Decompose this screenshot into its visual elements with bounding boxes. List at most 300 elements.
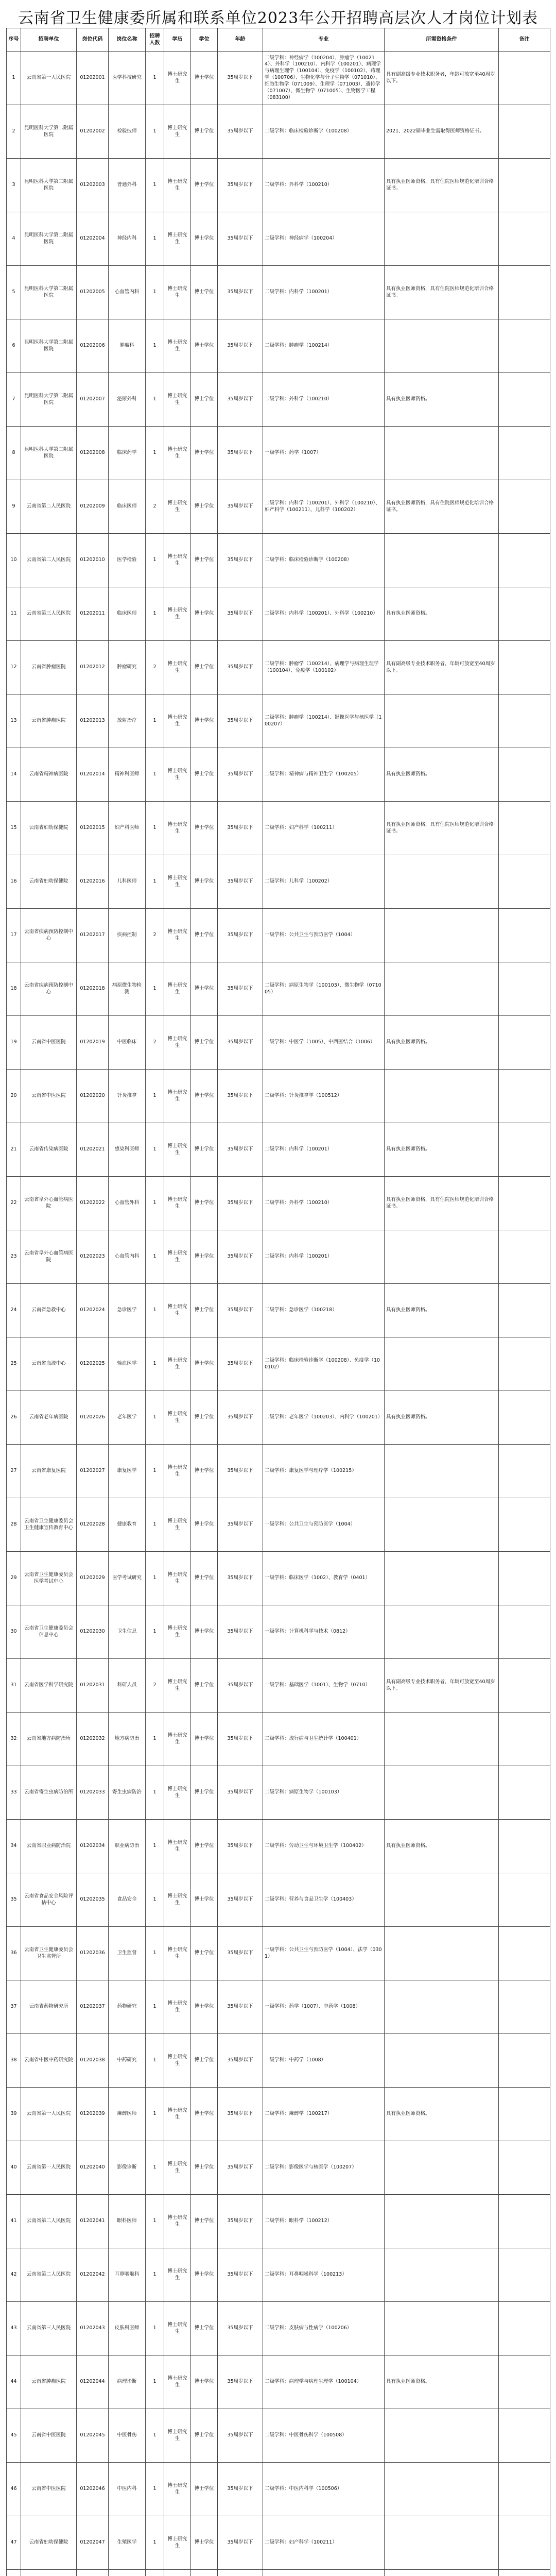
cell-major	[263, 2570, 385, 2576]
cell-age: 35周岁以下	[218, 105, 263, 159]
cell-age: 35周岁以下	[218, 2195, 263, 2248]
cell-requirements	[385, 1230, 499, 1284]
column-header: 招聘单位	[21, 28, 77, 52]
cell-seq: 25	[7, 1337, 21, 1391]
cell-post: 地方病防治	[109, 1713, 146, 1766]
cell-major: 二级学科：眼科学（100212）	[263, 2195, 385, 2248]
table-row	[7, 534, 550, 587]
cell-count: 1	[146, 105, 164, 159]
cell-seq: 27	[7, 1445, 21, 1498]
cell-major: 二级学科：劳动卫生与环境卫生学（100402）	[263, 1820, 385, 1873]
cell-note	[499, 480, 550, 534]
cell-degree: 博士学位	[191, 748, 218, 802]
cell-code: 01202014	[77, 748, 109, 802]
table-row	[7, 1391, 550, 1445]
table-row	[7, 641, 550, 694]
cell-unit: 云南省妇幼保健院	[21, 802, 77, 855]
cell-major: 二级学科：内科学（100201）	[263, 266, 385, 319]
cell-requirements: 具有执业医师资格，具有住院医师规范化培训合格证书。	[385, 802, 499, 855]
cell-degree: 博士学位	[191, 2141, 218, 2195]
cell-post: 肿瘤科	[109, 319, 146, 373]
cell-age: 35周岁以下	[218, 1659, 263, 1713]
cell-unit: 云南省妇幼保健院	[21, 855, 77, 909]
cell-degree: 博士学位	[191, 52, 218, 105]
cell-age: 35周岁以下	[218, 1873, 263, 1927]
cell-code: 01202020	[77, 1070, 109, 1123]
table-row	[7, 52, 550, 105]
cell-note	[499, 319, 550, 373]
table-row	[7, 1337, 550, 1391]
cell-age: 35周岁以下	[218, 266, 263, 319]
recruitment-plan-table	[6, 28, 550, 2576]
cell-requirements	[385, 2516, 499, 2570]
cell-major: 二级学科：外科学（100210）	[263, 159, 385, 212]
cell-unit: 云南省卫生健康委员会卫生健康宣传教育中心	[21, 1498, 77, 1552]
cell-age: 35周岁以下	[218, 1927, 263, 1980]
cell-note	[499, 2463, 550, 2516]
cell-requirements	[385, 909, 499, 962]
cell-code: 01202009	[77, 480, 109, 534]
cell-age: 35周岁以下	[218, 427, 263, 480]
table-row	[7, 1820, 550, 1873]
cell-requirements: 具有执业医师资格，具有住院医师规范化培训合格证书。	[385, 480, 499, 534]
cell-requirements: 具有副高级专业技术职务者，年龄可放宽至40周岁以下。	[385, 1659, 499, 1713]
cell-education: 博士研究生	[164, 2463, 191, 2516]
cell-code: 01202028	[77, 1498, 109, 1552]
cell-major: 一级学科：公共卫生与预防医学（1004）	[263, 909, 385, 962]
cell-seq: 5	[7, 266, 21, 319]
cell-degree: 博士学位	[191, 2248, 218, 2302]
cell-code: 01202013	[77, 694, 109, 748]
cell-count: 1	[146, 1927, 164, 1980]
cell-note	[499, 2088, 550, 2141]
cell-post: 妇产科医师	[109, 802, 146, 855]
cell-requirements: 2021、2022届毕业生需取得医师资格证书。	[385, 105, 499, 159]
cell-note	[499, 266, 550, 319]
cell-unit: 云南省第二人民医院	[21, 2248, 77, 2302]
cell-education: 博士研究生	[164, 1713, 191, 1766]
cell-education: 博士研究生	[164, 2034, 191, 2088]
cell-note	[499, 159, 550, 212]
cell-age: 35周岁以下	[218, 641, 263, 694]
cell-note	[499, 1230, 550, 1284]
cell-education: 博士研究生	[164, 1337, 191, 1391]
cell-major: 二级学科：精神病与精神卫生学（100205）	[263, 748, 385, 802]
table-row	[7, 2248, 550, 2302]
column-header: 序号	[7, 28, 21, 52]
cell-age: 35周岁以下	[218, 1391, 263, 1445]
cell-age: 35周岁以下	[218, 2409, 263, 2463]
cell-age: 35周岁以下	[218, 802, 263, 855]
cell-count: 1	[146, 373, 164, 427]
cell-note	[499, 2034, 550, 2088]
cell-major: 二级学科：神经病学（100204）	[263, 212, 385, 266]
cell-code: 01202019	[77, 1016, 109, 1070]
cell-count: 1	[146, 694, 164, 748]
cell-unit: 云南省第三人民医院	[21, 2302, 77, 2355]
table-row	[7, 909, 550, 962]
cell-degree: 博士学位	[191, 909, 218, 962]
cell-requirements	[385, 962, 499, 1016]
cell-degree	[191, 2570, 218, 2576]
cell-unit: 云南省康复医院	[21, 1445, 77, 1498]
cell-note	[499, 1605, 550, 1659]
cell-requirements	[385, 855, 499, 909]
cell-note	[499, 1498, 550, 1552]
cell-age: 35周岁以下	[218, 2141, 263, 2195]
cell-note	[499, 105, 550, 159]
table-row	[7, 1016, 550, 1070]
cell-major: 二级学科：康复医学与理疗学（100215）	[263, 1445, 385, 1498]
table-row	[7, 1605, 550, 1659]
cell-major: 二级学科：急诊医学（100218）	[263, 1284, 385, 1337]
column-header: 岗位名称	[109, 28, 146, 52]
cell-code: 01202040	[77, 2141, 109, 2195]
cell-degree: 博士学位	[191, 1230, 218, 1284]
table-body	[7, 52, 550, 2576]
cell-code: 01202032	[77, 1713, 109, 1766]
table-row	[7, 105, 550, 159]
cell-note	[499, 748, 550, 802]
table-row	[7, 748, 550, 802]
cell-code: 01202022	[77, 1177, 109, 1230]
cell-age: 35周岁以下	[218, 2034, 263, 2088]
cell-count: 1	[146, 2302, 164, 2355]
cell-note	[499, 212, 550, 266]
cell-unit: 云南省卫生健康委员会卫生监督所	[21, 1927, 77, 1980]
cell-code: 01202024	[77, 1284, 109, 1337]
cell-note	[499, 1284, 550, 1337]
cell-seq: 24	[7, 1284, 21, 1337]
cell-requirements	[385, 427, 499, 480]
cell-note	[499, 909, 550, 962]
cell-post: 职业病防治	[109, 1820, 146, 1873]
cell-unit: 昆明医科大学第二附属医院	[21, 266, 77, 319]
cell-major: 二级学科：临床检验诊断学（100208）、免疫学（100102）	[263, 1337, 385, 1391]
cell-major: 一级学科：药学（1007）	[263, 427, 385, 480]
cell-post: 病原微生物检测	[109, 962, 146, 1016]
cell-education: 博士研究生	[164, 802, 191, 855]
cell-note	[499, 1123, 550, 1177]
cell-post: 检验技师	[109, 105, 146, 159]
cell-code: 01202037	[77, 1980, 109, 2034]
cell-code: 01202046	[77, 2463, 109, 2516]
cell-education: 博士研究生	[164, 1820, 191, 1873]
cell-note	[499, 1177, 550, 1230]
cell-code: 01202036	[77, 1927, 109, 1980]
cell-requirements: 具有执业医师资格。	[385, 2355, 499, 2409]
cell-degree: 博士学位	[191, 1337, 218, 1391]
cell-count: 1	[146, 319, 164, 373]
cell-code: 01202003	[77, 159, 109, 212]
cell-unit: 云南省第一人民医院	[21, 2141, 77, 2195]
cell-degree: 博士学位	[191, 159, 218, 212]
cell-major: 二级学科：病原生物学（100103）、微生物学（071005）	[263, 962, 385, 1016]
cell-requirements	[385, 1605, 499, 1659]
cell-education: 博士研究生	[164, 1070, 191, 1123]
cell-age: 35周岁以下	[218, 694, 263, 748]
cell-requirements: 具有执业医师资格。	[385, 1016, 499, 1070]
cell-count: 1	[146, 2034, 164, 2088]
table-row	[7, 2409, 550, 2463]
cell-age: 35周岁以下	[218, 319, 263, 373]
cell-education: 博士研究生	[164, 212, 191, 266]
cell-post: 肿瘤研究	[109, 641, 146, 694]
cell-age: 35周岁以下	[218, 2516, 263, 2570]
cell-major: 二级学科：老年医学（100203）、内科学（100201）	[263, 1391, 385, 1445]
cell-count: 1	[146, 1123, 164, 1177]
cell-age: 35周岁以下	[218, 212, 263, 266]
cell-requirements	[385, 212, 499, 266]
cell-requirements	[385, 2141, 499, 2195]
cell-age: 35周岁以下	[218, 159, 263, 212]
cell-count: 1	[146, 855, 164, 909]
table-row	[7, 1659, 550, 1713]
cell-age: 35周岁以下	[218, 1445, 263, 1498]
cell-degree: 博士学位	[191, 962, 218, 1016]
cell-note	[499, 427, 550, 480]
cell-seq: 38	[7, 2034, 21, 2088]
cell-major: 二级学科：肿瘤学（100214）、病理学与病理生理学（100104）、免疫学（100102）	[263, 641, 385, 694]
cell-post: 疾病控制	[109, 909, 146, 962]
cell-post: 生殖医学	[109, 2516, 146, 2570]
cell-unit: 云南省地方病防治所	[21, 1713, 77, 1766]
cell-count: 1	[146, 427, 164, 480]
cell-post: 影像诊断	[109, 2141, 146, 2195]
cell-seq: 26	[7, 1391, 21, 1445]
cell-post: 中药研究	[109, 2034, 146, 2088]
cell-unit: 云南省卫生健康委员会医学考试中心	[21, 1552, 77, 1605]
cell-degree: 博士学位	[191, 2195, 218, 2248]
cell-post: 精神科医师	[109, 748, 146, 802]
cell-count	[146, 2570, 164, 2576]
cell-degree: 博士学位	[191, 641, 218, 694]
cell-degree: 博士学位	[191, 1016, 218, 1070]
cell-major: 二级学科：耳鼻咽喉科学（100213）	[263, 2248, 385, 2302]
cell-count: 2	[146, 480, 164, 534]
cell-seq: 36	[7, 1927, 21, 1980]
cell-age: 35周岁以下	[218, 1498, 263, 1552]
cell-requirements	[385, 534, 499, 587]
cell-age: 35周岁以下	[218, 2302, 263, 2355]
cell-education: 博士研究生	[164, 373, 191, 427]
cell-seq: 41	[7, 2195, 21, 2248]
cell-major: 二级学科：外科学（100210）	[263, 373, 385, 427]
cell-age: 35周岁以下	[218, 1284, 263, 1337]
cell-post: 放射治疗	[109, 694, 146, 748]
cell-education: 博士研究生	[164, 855, 191, 909]
cell-degree: 博士学位	[191, 373, 218, 427]
cell-major: 二级学科：皮肤病与性病学（100206）	[263, 2302, 385, 2355]
cell-seq: 2	[7, 105, 21, 159]
table-row	[7, 427, 550, 480]
cell-unit: 云南省中医医院	[21, 1016, 77, 1070]
cell-unit: 昆明医科大学第二附属医院	[21, 212, 77, 266]
cell-code: 01202021	[77, 1123, 109, 1177]
cell-age: 35周岁以下	[218, 2463, 263, 2516]
cell-seq: 7	[7, 373, 21, 427]
cell-note	[499, 2355, 550, 2409]
cell-requirements	[385, 2034, 499, 2088]
cell-unit: 云南省肿瘤医院	[21, 641, 77, 694]
cell-degree: 博士学位	[191, 2355, 218, 2409]
cell-degree: 博士学位	[191, 2409, 218, 2463]
cell-seq: 17	[7, 909, 21, 962]
cell-post: 中医临床	[109, 1016, 146, 1070]
cell-note	[499, 2516, 550, 2570]
cell-requirements	[385, 319, 499, 373]
table-row	[7, 480, 550, 534]
cell-code: 01202001	[77, 52, 109, 105]
cell-post: 食品安全	[109, 1873, 146, 1927]
cell-requirements: 具有执业医师资格。	[385, 1820, 499, 1873]
cell-degree: 博士学位	[191, 587, 218, 641]
cell-age: 35周岁以下	[218, 1177, 263, 1230]
cell-degree: 博士学位	[191, 1980, 218, 2034]
cell-age: 35周岁以下	[218, 1337, 263, 1391]
cell-post: 耳鼻咽喉科	[109, 2248, 146, 2302]
cell-unit: 云南省阜外心血管病医院	[21, 1177, 77, 1230]
cell-code: 01202033	[77, 1766, 109, 1820]
table-row	[7, 1230, 550, 1284]
cell-major: 二级学科：肿瘤学（100214）	[263, 319, 385, 373]
cell-major: 二级学科：神经病学（100204）、肿瘤学（100214）、外科学（100210）、内科学（100201）、病理学与病理生理学（100104）、免疫学（100102）、药理学（100706）、生物化学与分子生物学（071010）、细胞生物学（071009）、生理学（071003）、遗传学（071007）、微生物学（071005）、生物医学工程（083100）	[263, 52, 385, 105]
cell-note	[499, 2248, 550, 2302]
table-row	[7, 1123, 550, 1177]
cell-count: 2	[146, 1016, 164, 1070]
cell-requirements	[385, 1445, 499, 1498]
cell-seq: 18	[7, 962, 21, 1016]
table-row	[7, 1070, 550, 1123]
cell-seq: 20	[7, 1070, 21, 1123]
cell-age: 35周岁以下	[218, 2248, 263, 2302]
cell-count: 1	[146, 52, 164, 105]
cell-post: 寄生虫病防治	[109, 1766, 146, 1820]
cell-code: 01202026	[77, 1391, 109, 1445]
cell-post: 泌尿外科	[109, 373, 146, 427]
cell-major: 二级学科：针灸推拿学（100512）	[263, 1070, 385, 1123]
cell-major: 二级学科：外科学（100210）	[263, 1177, 385, 1230]
cell-unit: 云南省精神病医院	[21, 748, 77, 802]
cell-age: 35周岁以下	[218, 1766, 263, 1820]
cell-unit: 云南省肿瘤医院	[21, 694, 77, 748]
cell-count: 1	[146, 2355, 164, 2409]
cell-count: 1	[146, 1605, 164, 1659]
cell-seq: 31	[7, 1659, 21, 1713]
cell-major: 一级学科：公共卫生与预防医学（1004）、法学（0301）	[263, 1927, 385, 1980]
cell-unit: 云南省老年病医院	[21, 1391, 77, 1445]
cell-seq: 14	[7, 748, 21, 802]
cell-count: 1	[146, 2516, 164, 2570]
table-row	[7, 266, 550, 319]
cell-requirements: 具有执业医师资格。	[385, 1284, 499, 1337]
cell-degree: 博士学位	[191, 1445, 218, 1498]
cell-education: 博士研究生	[164, 909, 191, 962]
cell-education: 博士研究生	[164, 1927, 191, 1980]
cell-age: 35周岁以下	[218, 1713, 263, 1766]
cell-degree: 博士学位	[191, 1284, 218, 1337]
cell-post: 中医内科	[109, 2463, 146, 2516]
table-row	[7, 319, 550, 373]
cell-degree: 博士学位	[191, 1766, 218, 1820]
cell-unit: 云南省第三人民医院	[21, 587, 77, 641]
cell-note	[499, 2302, 550, 2355]
cell-count: 1	[146, 1820, 164, 1873]
cell-requirements: 具有执业医师资格，具有住院医师规范化培训合格证书。	[385, 266, 499, 319]
table-row	[7, 1766, 550, 1820]
cell-post: 眼科医师	[109, 2195, 146, 2248]
cell-seq: 46	[7, 2463, 21, 2516]
cell-age: 35周岁以下	[218, 1070, 263, 1123]
cell-requirements	[385, 1498, 499, 1552]
cell-requirements	[385, 1713, 499, 1766]
cell-seq: 32	[7, 1713, 21, 1766]
cell-code: 01202025	[77, 1337, 109, 1391]
cell-age: 35周岁以下	[218, 373, 263, 427]
cell-count: 1	[146, 2088, 164, 2141]
cell-degree: 博士学位	[191, 266, 218, 319]
cell-unit: 云南省阜外心血管病医院	[21, 1230, 77, 1284]
cell-note	[499, 1980, 550, 2034]
cell-requirements: 具有副高级专业技术职务者，年龄可放宽至40周岁以下。	[385, 52, 499, 105]
cell-degree: 博士学位	[191, 1123, 218, 1177]
cell-degree: 博士学位	[191, 1873, 218, 1927]
cell-requirements: 具有副高级专业技术职务者，年龄可放宽至40周岁以下。	[385, 641, 499, 694]
cell-major: 二级学科：妇产科学（100211）	[263, 2516, 385, 2570]
cell-post: 普通外科	[109, 159, 146, 212]
cell-education: 博士研究生	[164, 2409, 191, 2463]
cell-unit: 云南省第二人民医院	[21, 2195, 77, 2248]
cell-unit: 昆明医科大学第二附属医院	[21, 105, 77, 159]
cell-requirements: 具有执业医师资格。	[385, 373, 499, 427]
cell-major: 二级学科：妇产科学（100211）	[263, 802, 385, 855]
cell-unit: 昆明医科大学第二附属医院	[21, 427, 77, 480]
cell-code: 01202042	[77, 2248, 109, 2302]
cell-count: 2	[146, 641, 164, 694]
cell-requirements	[385, 1337, 499, 1391]
cell-requirements: 具有执业医师资格，具有住院医师规范化培训合格证书。	[385, 159, 499, 212]
cell-seq: 34	[7, 1820, 21, 1873]
cell-code: 01202011	[77, 587, 109, 641]
table-row	[7, 2088, 550, 2141]
cell-seq: 47	[7, 2516, 21, 2570]
cell-seq: 40	[7, 2141, 21, 2195]
cell-count: 1	[146, 2463, 164, 2516]
cell-requirements	[385, 1070, 499, 1123]
cell-requirements	[385, 694, 499, 748]
cell-degree: 博士学位	[191, 480, 218, 534]
cell-note	[499, 587, 550, 641]
cell-code: 01202018	[77, 962, 109, 1016]
cell-seq: 12	[7, 641, 21, 694]
cell-post: 输血医学	[109, 1337, 146, 1391]
cell-requirements	[385, 2248, 499, 2302]
cell-unit: 昆明医科大学第二附属医院	[21, 373, 77, 427]
cell-post: 科研人员	[109, 1659, 146, 1713]
cell-degree: 博士学位	[191, 2034, 218, 2088]
table-row	[7, 2463, 550, 2516]
cell-degree: 博士学位	[191, 1070, 218, 1123]
table-row	[7, 1980, 550, 2034]
cell-major: 二级学科：临床检验诊断学（100208）	[263, 105, 385, 159]
cell-note	[499, 1391, 550, 1445]
cell-code: 01202029	[77, 1552, 109, 1605]
cell-degree: 博士学位	[191, 1177, 218, 1230]
cell-unit: 云南省血液中心	[21, 1337, 77, 1391]
cell-education: 博士研究生	[164, 427, 191, 480]
cell-seq: 22	[7, 1177, 21, 1230]
cell-unit: 昆明医科大学第二附属医院	[21, 159, 77, 212]
